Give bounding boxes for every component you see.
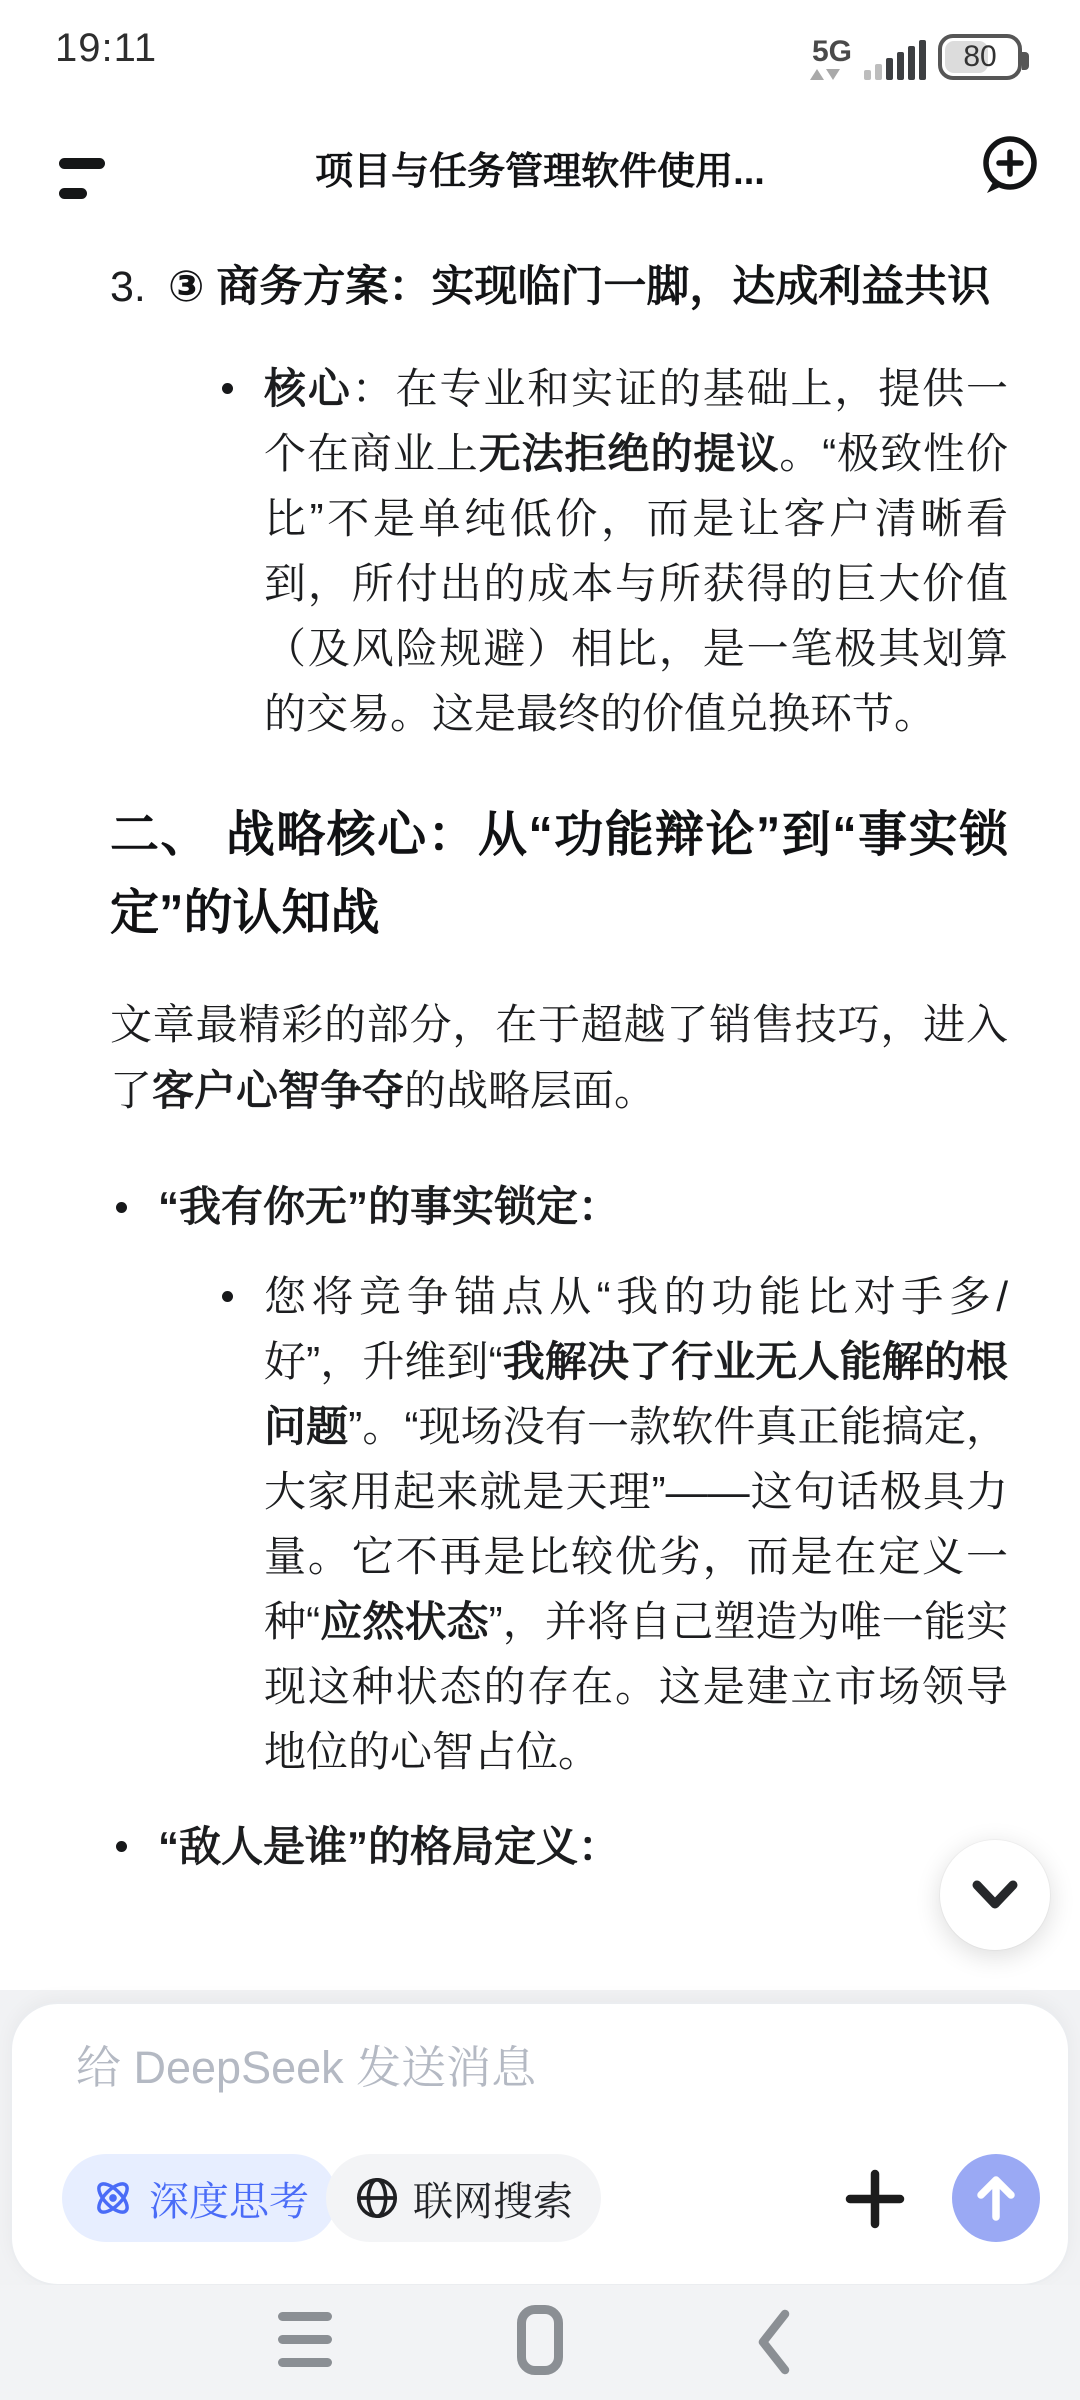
home-button[interactable] xyxy=(517,2305,563,2375)
data-activity-icon xyxy=(810,69,840,80)
back-chevron-icon xyxy=(756,2309,790,2375)
new-chat-bubble-plus-icon xyxy=(976,132,1044,200)
recents-icon xyxy=(278,2312,332,2321)
conversation-title: 项目与任务管理软件使用... xyxy=(315,151,765,193)
fact-lock-label: “我有你无”的事实锁定： xyxy=(158,1183,621,1230)
menu-icon xyxy=(59,158,105,169)
core-bullet-text: 核心：在专业和实证的基础上，提供一个在商业上无法拒绝的提议。“极致性价比”不是单纯低价，而是让客户清晰看到，所付出的成本与所获得的巨大价值（及风险规避）相比，是一笔极其划算的交易。这是最终的价值兑换环节。 xyxy=(264,365,1008,737)
list-item-enemy xyxy=(110,1814,1008,1880)
status-bar xyxy=(0,0,1080,100)
attach-button[interactable] xyxy=(843,2167,907,2231)
arrow-up-icon xyxy=(975,2175,1017,2221)
scroll-to-bottom-button[interactable] xyxy=(940,1840,1050,1950)
status-icons xyxy=(812,22,1022,80)
section-heading: 二、 战略核心：从“功能辩论”到“事实锁定”的认知战 xyxy=(110,808,1008,940)
deepthink-label: 深度思考 xyxy=(149,2179,309,2224)
list-item-core xyxy=(216,356,1008,746)
chevron-down-icon xyxy=(972,1880,1018,1910)
fact-lock-detail-text: 您将竞争锚点从“我的功能比对手多/好”，升维到“我解决了行业无人能解的根问题”。“现场没有一款软件真正能搞定，大家用起来就是天理”——这句话极具力量。它不再是比较优劣，而是在定义一种“应然状态”，并将自己塑造为唯一能实现这种状态的存在。这是建立市场领导地位的心智占位。 xyxy=(264,1273,1008,1775)
web-search-toggle-button[interactable] xyxy=(326,2154,601,2242)
sidebar-menu-button[interactable] xyxy=(59,158,119,206)
bullet-dot xyxy=(110,1174,158,1240)
deepthink-toggle-button[interactable] xyxy=(62,2154,337,2242)
globe-icon xyxy=(354,2175,400,2221)
bullet-dot xyxy=(110,1814,158,1880)
send-button[interactable] xyxy=(952,2154,1040,2242)
network-indicator xyxy=(812,37,852,80)
list-item-fact-lock-detail xyxy=(216,1264,1008,1784)
composer-panel xyxy=(10,2002,1070,2286)
battery-percent: 80 xyxy=(963,40,997,73)
android-nav-bar xyxy=(0,2285,1080,2400)
back-button[interactable] xyxy=(756,2309,790,2380)
network-type-label: 5G xyxy=(811,35,852,68)
web-search-label: 联网搜索 xyxy=(413,2179,573,2224)
bullet-dot xyxy=(216,1264,264,1784)
list-number: 3. xyxy=(110,263,146,311)
message-input[interactable] xyxy=(76,2042,936,2094)
enemy-label: “敌人是谁”的格局定义： xyxy=(158,1823,621,1870)
list-item-3-heading xyxy=(110,252,1008,322)
plus-icon xyxy=(843,2167,907,2231)
assistant-message xyxy=(0,238,1080,1880)
intro-paragraph: 文章最精彩的部分，在于超越了销售技巧，进入了客户心智争夺的战略层面。 xyxy=(110,1001,1008,1114)
app-header xyxy=(0,100,1080,238)
list-item-fact-lock xyxy=(110,1174,1008,1240)
deepthink-atom-icon xyxy=(90,2175,136,2221)
heading-business-plan: ③ 商务方案：实现临门一脚，达成利益共识 xyxy=(168,263,991,311)
recents-button[interactable] xyxy=(278,2312,332,2381)
new-chat-button[interactable] xyxy=(976,132,1044,200)
battery-icon xyxy=(938,34,1022,80)
signal-strength-icon xyxy=(864,36,926,80)
clock: 19:11 xyxy=(55,26,158,70)
bullet-dot xyxy=(216,356,264,746)
